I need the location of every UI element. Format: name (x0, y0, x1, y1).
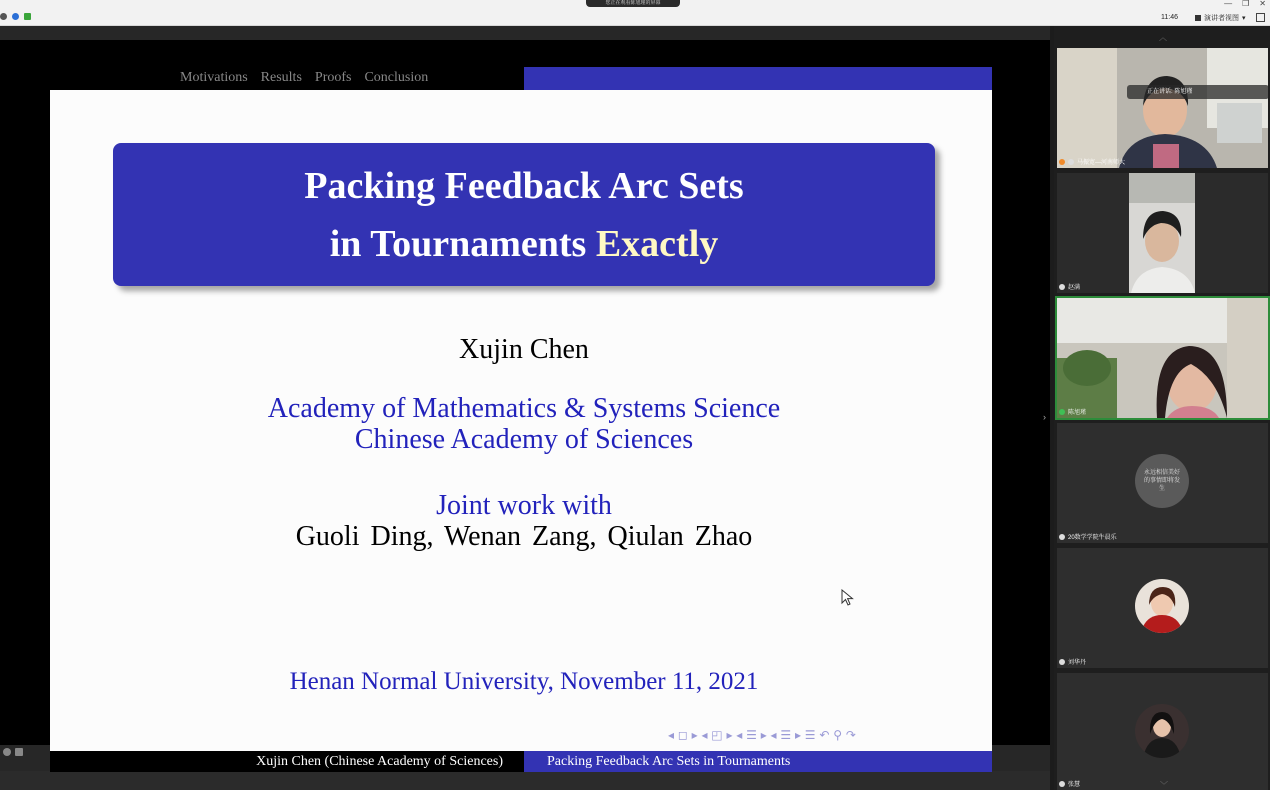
participant-tile[interactable] (1057, 173, 1268, 293)
annotation-tools (3, 748, 23, 756)
fullscreen-icon[interactable] (1256, 13, 1265, 22)
beamer-navigation-symbols[interactable]: ◂ ◻ ▸ ◂ ◰ ▸ ◂ ☰ ▸ ◂ ☰ ▸ ☰ ↶ ⚲ ↷ (668, 728, 856, 742)
network-icon[interactable] (0, 13, 7, 20)
participant-name: 刘华丹 (1068, 660, 1087, 666)
participant-name: 马振宽—河南师大 (1077, 160, 1126, 166)
speaking-indicator: 正在讲话: 陈旭瑾 (1127, 85, 1268, 99)
participant-name-tag (1059, 532, 1117, 541)
mouse-cursor-icon (841, 589, 855, 607)
slide-footer (50, 751, 992, 772)
bottom-strip (0, 771, 1050, 790)
slide-title-line1: Packing Feedback Arc Sets (304, 165, 744, 207)
avatar-text: 永远相信美好的事情即将发生 (1143, 470, 1180, 492)
section-link-results[interactable]: Results (260, 70, 302, 85)
host-icon (1059, 159, 1065, 165)
participant-name: 赵满 (1068, 285, 1081, 291)
header-left-bar (50, 67, 524, 90)
presentation-slide (50, 67, 992, 772)
video-feed-image (1057, 298, 1268, 418)
avatar-image (1135, 579, 1189, 633)
slide-title-box (113, 143, 935, 286)
video-feed-image (1057, 48, 1268, 168)
status-icons (0, 13, 31, 20)
microphone-active-icon (1059, 409, 1065, 415)
participant-tile[interactable] (1057, 48, 1268, 168)
participant-name-tag (1059, 779, 1080, 788)
participant-name-tag (1059, 657, 1086, 666)
screen-share-indicator[interactable]: 您正在观看陈旭瑾的屏幕 (586, 0, 680, 7)
signal-icon[interactable] (24, 13, 31, 20)
toolbar-icon[interactable] (15, 748, 23, 756)
footer-author: Xujin Chen (Chinese Academy of Sciences) (50, 751, 524, 772)
section-link-conclusion[interactable]: Conclusion (364, 70, 429, 85)
slide-author: Xujin Chen (459, 334, 589, 365)
chevron-down-icon: ▾ (1242, 15, 1246, 22)
participant-tile[interactable] (1057, 423, 1268, 543)
restore-button[interactable]: ❐ (1242, 0, 1250, 8)
microphone-icon (1059, 534, 1065, 540)
pen-icon[interactable] (3, 748, 11, 756)
participant-avatar (1135, 704, 1189, 758)
institution-line2: Chinese Academy of Sciences (354, 424, 694, 455)
header-right-bar (524, 67, 992, 90)
participant-name: 陈旭瑾 (1068, 410, 1087, 416)
venue-date: Henan Normal University, November 11, 2021 (289, 668, 759, 695)
shield-icon[interactable] (12, 13, 19, 20)
meeting-clock: 11:46 (1161, 14, 1178, 21)
video-feed-image (1057, 173, 1268, 293)
participant-tile[interactable] (1057, 548, 1268, 668)
scroll-up-icon[interactable]: ︿ (1159, 33, 1167, 42)
slide-title-highlight: Exactly (595, 223, 719, 265)
grid-icon (1195, 15, 1201, 21)
participant-name-tag (1059, 407, 1086, 416)
microphone-icon (1068, 159, 1074, 165)
participant-name-tag (1059, 282, 1080, 291)
participant-avatar (1135, 454, 1189, 508)
view-mode-button[interactable] (1195, 13, 1246, 23)
close-button[interactable]: ✕ (1259, 0, 1266, 8)
participant-name: 20数学学院牛晨乐 (1068, 535, 1117, 541)
avatar-image (1135, 704, 1189, 758)
window-controls (1224, 0, 1266, 7)
footer-title: Packing Feedback Arc Sets in Tournaments (524, 751, 992, 772)
section-link-motivations[interactable]: Motivations (180, 70, 248, 85)
institution-line1: Academy of Mathematics & Systems Science (267, 393, 781, 424)
participant-name: 张慧 (1068, 782, 1081, 788)
coauthors: Guoli Ding, Wenan Zang, Qiulan Zhao (295, 521, 753, 552)
slide-title-line2 (113, 215, 935, 273)
section-link-proofs[interactable]: Proofs (314, 70, 352, 85)
slide-institution (50, 393, 992, 455)
section-links (180, 70, 428, 86)
microphone-icon (1059, 284, 1065, 290)
participant-tile-active[interactable] (1057, 298, 1268, 418)
slide-title-line2-main: in Tournaments (329, 223, 587, 265)
participant-tile[interactable] (1057, 673, 1268, 790)
collapse-panel-icon[interactable]: › (1043, 412, 1046, 422)
joint-work-label: Joint work with (436, 490, 612, 521)
participant-panel (1054, 26, 1270, 790)
microphone-icon (1059, 781, 1065, 787)
slide-header-navigation (50, 67, 992, 90)
scroll-down-icon[interactable]: ﹀ (1160, 781, 1168, 790)
window-title-bar (0, 0, 1270, 26)
participant-avatar (1135, 579, 1189, 633)
minimize-button[interactable]: — (1224, 0, 1233, 8)
view-mode-label: 演讲者视图 (1204, 15, 1239, 22)
microphone-icon (1059, 659, 1065, 665)
participant-name-tag (1059, 157, 1125, 166)
